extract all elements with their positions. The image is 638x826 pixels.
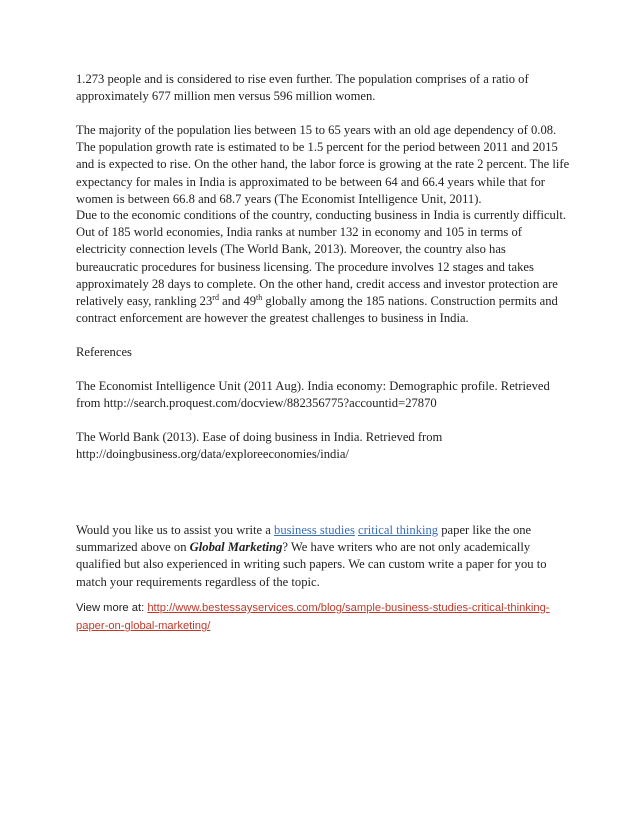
promo-text-a: Would you like us to assist you write a	[76, 523, 275, 537]
view-more-link[interactable]: http://www.bestessayservices.com/blog/sample-business-studies-critical-thinking-paper-on-global-marketing/	[76, 602, 550, 632]
superscript-th: th	[256, 292, 263, 302]
critical-thinking-link[interactable]: critical thinking	[358, 523, 439, 537]
business-studies-link[interactable]: business studies	[274, 523, 355, 537]
body-paragraph-2: The majority of the population lies between 15 to 65 years with an old age dependency of 0.08. The population growth rate is estimated to be 1.5 percent for the period between 2011 and 2015 and is expected to rise. On the other hand, the labor force is growing at the rate 2 percent. The life expectancy for males in India is approximated to be between 64 and 66.4 years while that for women is between 66.8 and 68.7 years (The Economist Intelligence Unit, 2011).	[76, 123, 570, 206]
paragraph-3-text-c: globally among the 185 nations. Construction permits and contract enforcement are however the greatest challenges to business in India.	[76, 294, 558, 326]
reference-entry-1: The Economist Intelligence Unit (2011 Aug). India economy: Demographic profile. Retrieved from http://search.proquest.com/docview/882356775?accountid=27870	[76, 379, 550, 411]
body-paragraph-1: 1.273 people and is considered to rise even further. The population comprises of a ratio of approximately 677 million men versus 596 million women.	[76, 72, 529, 104]
promo-text-b: paper like the one summarized above on	[76, 523, 532, 555]
reference-entry-2: The World Bank (2013). Ease of doing business in India. Retrieved from http://doingbusiness.org/data/exploreeconomies/india/	[76, 430, 443, 462]
view-more-line	[76, 599, 576, 635]
paragraph-3-text-b: and 49	[218, 294, 257, 309]
promo-text-c: ? We have writers who are not only academically qualified but also experienced in writing such papers. We can custom write a paper for you to match your requirements regardless of the topic.	[76, 540, 547, 589]
paragraph-3-text-a: Due to the economic conditions of the country, conducting business in India is currently difficult. Out of 185 world economies, India ranks at number 132 in economy and 105 in terms of electricity connection levels (The World Bank, 2013). Moreover, the country also has bureaucratic procedures for business licensing. The procedure involves 12 stages and takes approximately 28 days to complete. On the other hand, credit access and investor protection are relatively easy, rankling 23	[76, 208, 566, 309]
global-marketing-emphasis: Global Marketing	[189, 540, 283, 555]
superscript-rd: rd	[212, 292, 219, 302]
body-paragraph-3	[76, 207, 570, 327]
view-more-label: View more at:	[76, 602, 148, 614]
references-heading: References	[76, 345, 132, 359]
promo-paragraph	[76, 522, 570, 591]
